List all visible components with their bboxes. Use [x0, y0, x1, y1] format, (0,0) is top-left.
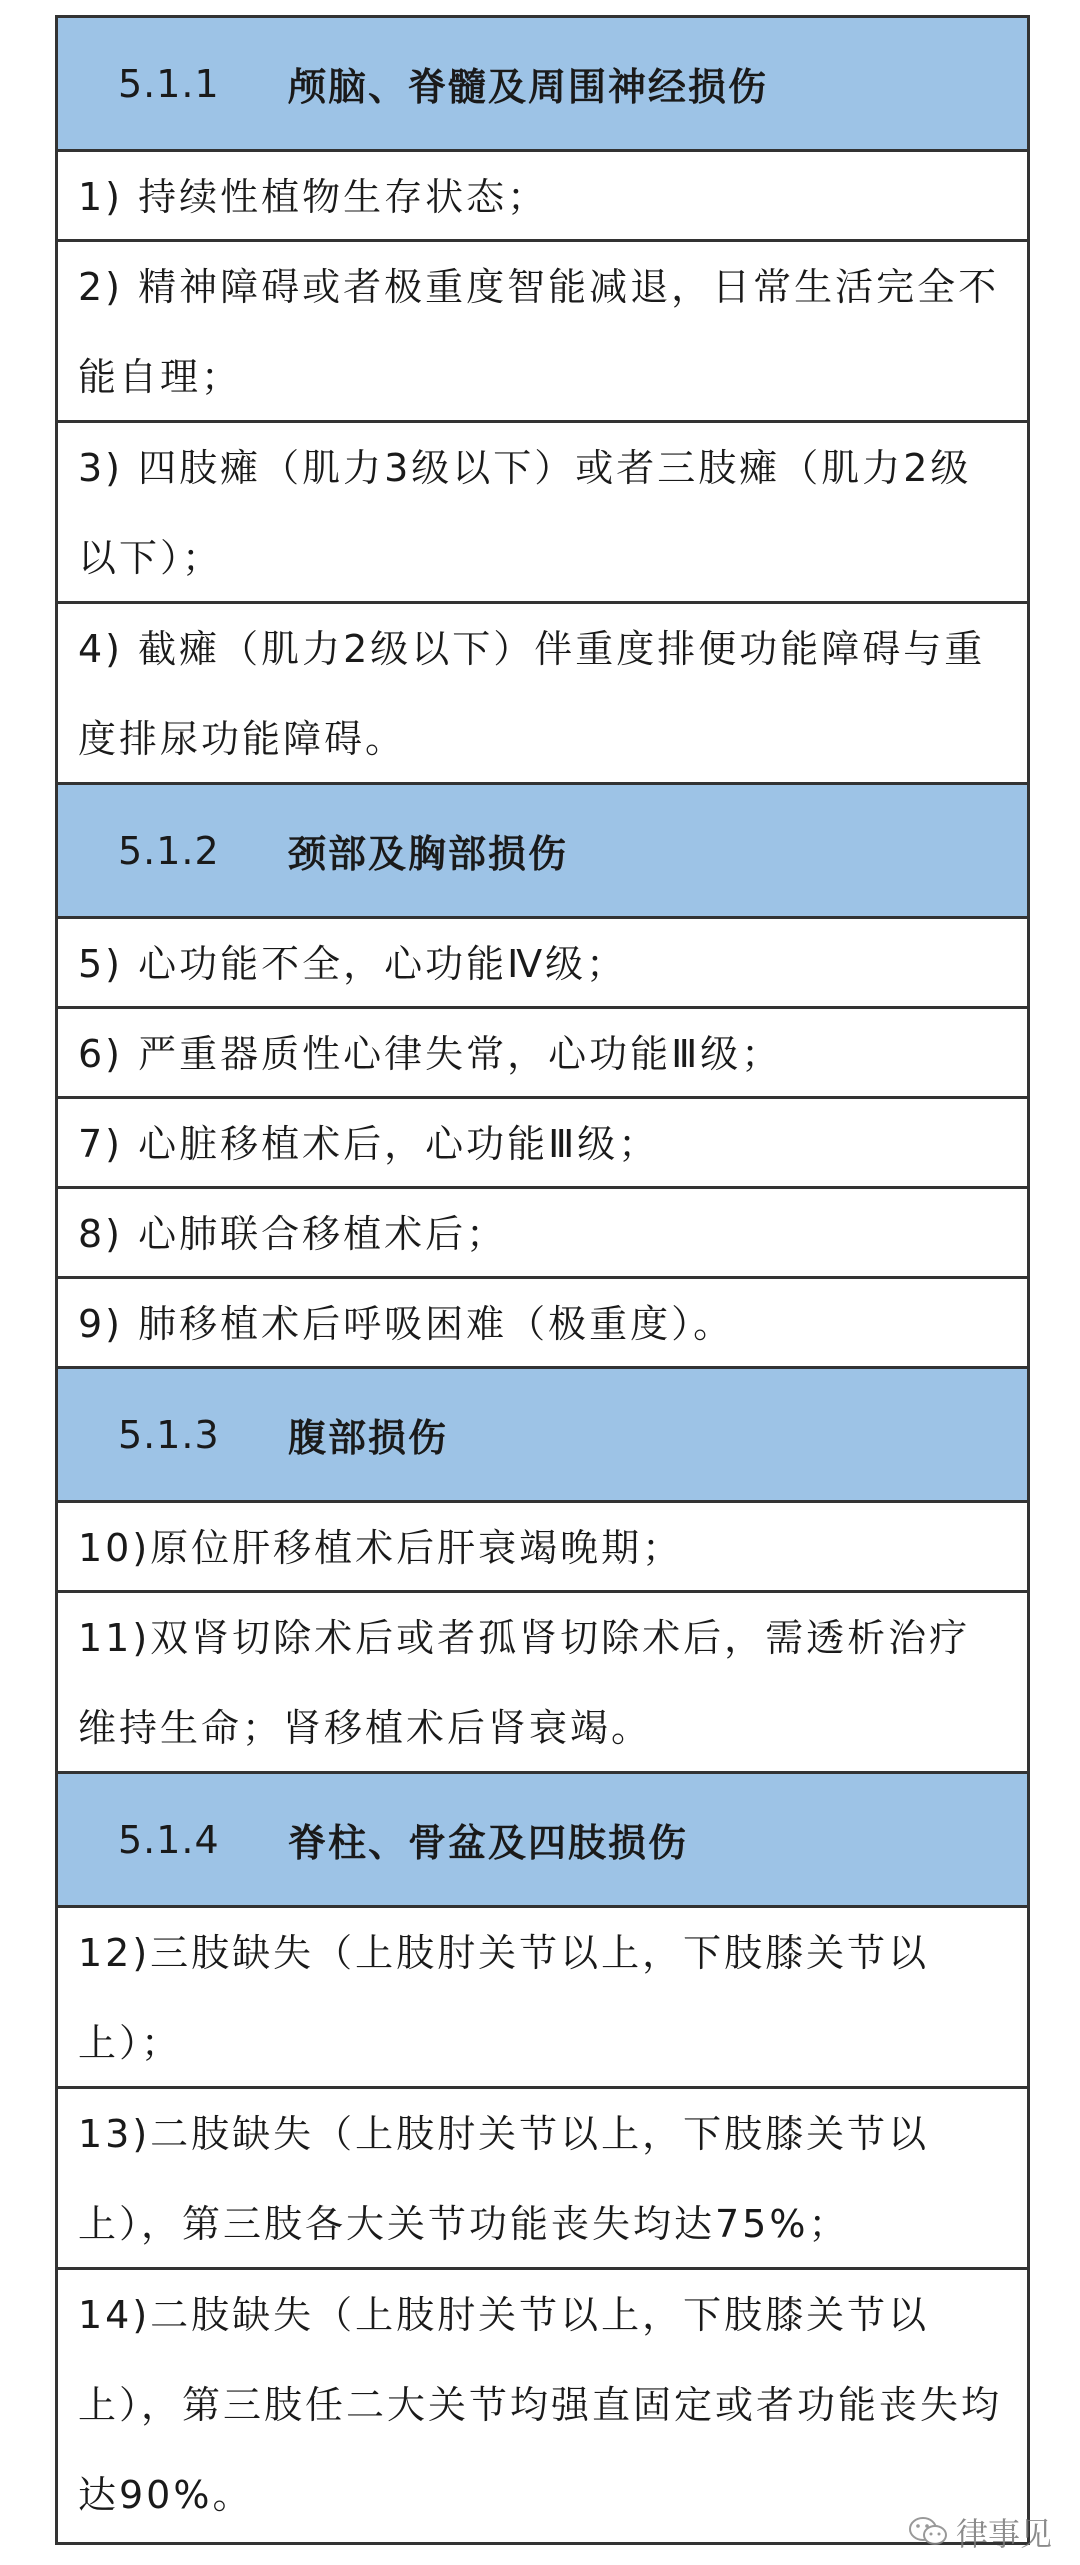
- table-row: [58, 919, 1027, 1009]
- row-text: 4) 截瘫（肌力2级以下）伴重度排便功能障碍与重度排尿功能障碍。: [78, 627, 986, 761]
- table-row: [58, 423, 1027, 604]
- row-text: 1) 持续性植物生存状态；: [78, 175, 549, 219]
- row-text: 2) 精神障碍或者极重度智能减退，日常生活完全不能自理；: [78, 265, 1000, 399]
- section-number: 5.1.4: [118, 1817, 220, 1862]
- table-row: [58, 1009, 1027, 1099]
- row-text: 7) 心脏移植术后，心功能Ⅲ级；: [78, 1122, 660, 1166]
- table-row: [58, 1908, 1027, 2089]
- row-text: 5) 心功能不全，心功能Ⅳ级；: [78, 942, 628, 986]
- row-text: 3) 四肢瘫（肌力3级以下）或者三肢瘫（肌力2级以下）；: [78, 446, 972, 580]
- section-number: 5.1.1: [118, 61, 220, 106]
- row-text: 11)双肾切除术后或者孤肾切除术后，需透析治疗维持生命；肾移植术后肾衰竭。: [78, 1616, 971, 1750]
- table-row: [58, 152, 1027, 242]
- row-text: 12)三肢缺失（上肢肘关节以上，下肢膝关节以上）；: [78, 1931, 930, 2065]
- section-title: 脊柱、骨盆及四肢损伤: [288, 1821, 689, 1865]
- table-row: [58, 1279, 1027, 1369]
- wechat-icon: [908, 2516, 948, 2548]
- row-text: 9) 肺移植术后呼吸困难（极重度）。: [78, 1302, 735, 1346]
- section-title: 颅脑、脊髓及周围神经损伤: [288, 65, 769, 109]
- row-text: 14)二肢缺失（上肢肘关节以上，下肢膝关节以上），第三肢任二大关节均强直固定或者功能丧失均达90%。: [78, 2293, 1003, 2517]
- section-title: 腹部损伤: [288, 1416, 449, 1460]
- section-header-5-1-3: [58, 1369, 1027, 1503]
- table-row: [58, 1593, 1027, 1774]
- section-number: 5.1.2: [118, 828, 220, 873]
- table-row: [58, 1099, 1027, 1189]
- injury-table: [55, 15, 1030, 2545]
- table-row: [58, 1503, 1027, 1593]
- table-row: [58, 604, 1027, 785]
- row-text: 8) 心肺联合移植术后；: [78, 1212, 508, 1256]
- section-number: 5.1.3: [118, 1412, 220, 1457]
- table-row: [58, 1189, 1027, 1279]
- section-header-5-1-4: [58, 1774, 1027, 1908]
- watermark-text: 律事见: [955, 2515, 1052, 2553]
- watermark: [908, 2509, 1052, 2555]
- table-row: [58, 2089, 1027, 2270]
- row-text: 13)二肢缺失（上肢肘关节以上，下肢膝关节以上），第三肢各大关节功能丧失均达75%；: [78, 2112, 930, 2246]
- section-header-5-1-1: [58, 18, 1027, 152]
- section-header-5-1-2: [58, 785, 1027, 919]
- table-row: [58, 2270, 1027, 2542]
- table-row: [58, 242, 1027, 423]
- row-text: 6) 严重器质性心律失常，心功能Ⅲ级；: [78, 1032, 783, 1076]
- row-text: 10)原位肝移植术后肝衰竭晚期；: [78, 1526, 684, 1570]
- section-title: 颈部及胸部损伤: [288, 832, 569, 876]
